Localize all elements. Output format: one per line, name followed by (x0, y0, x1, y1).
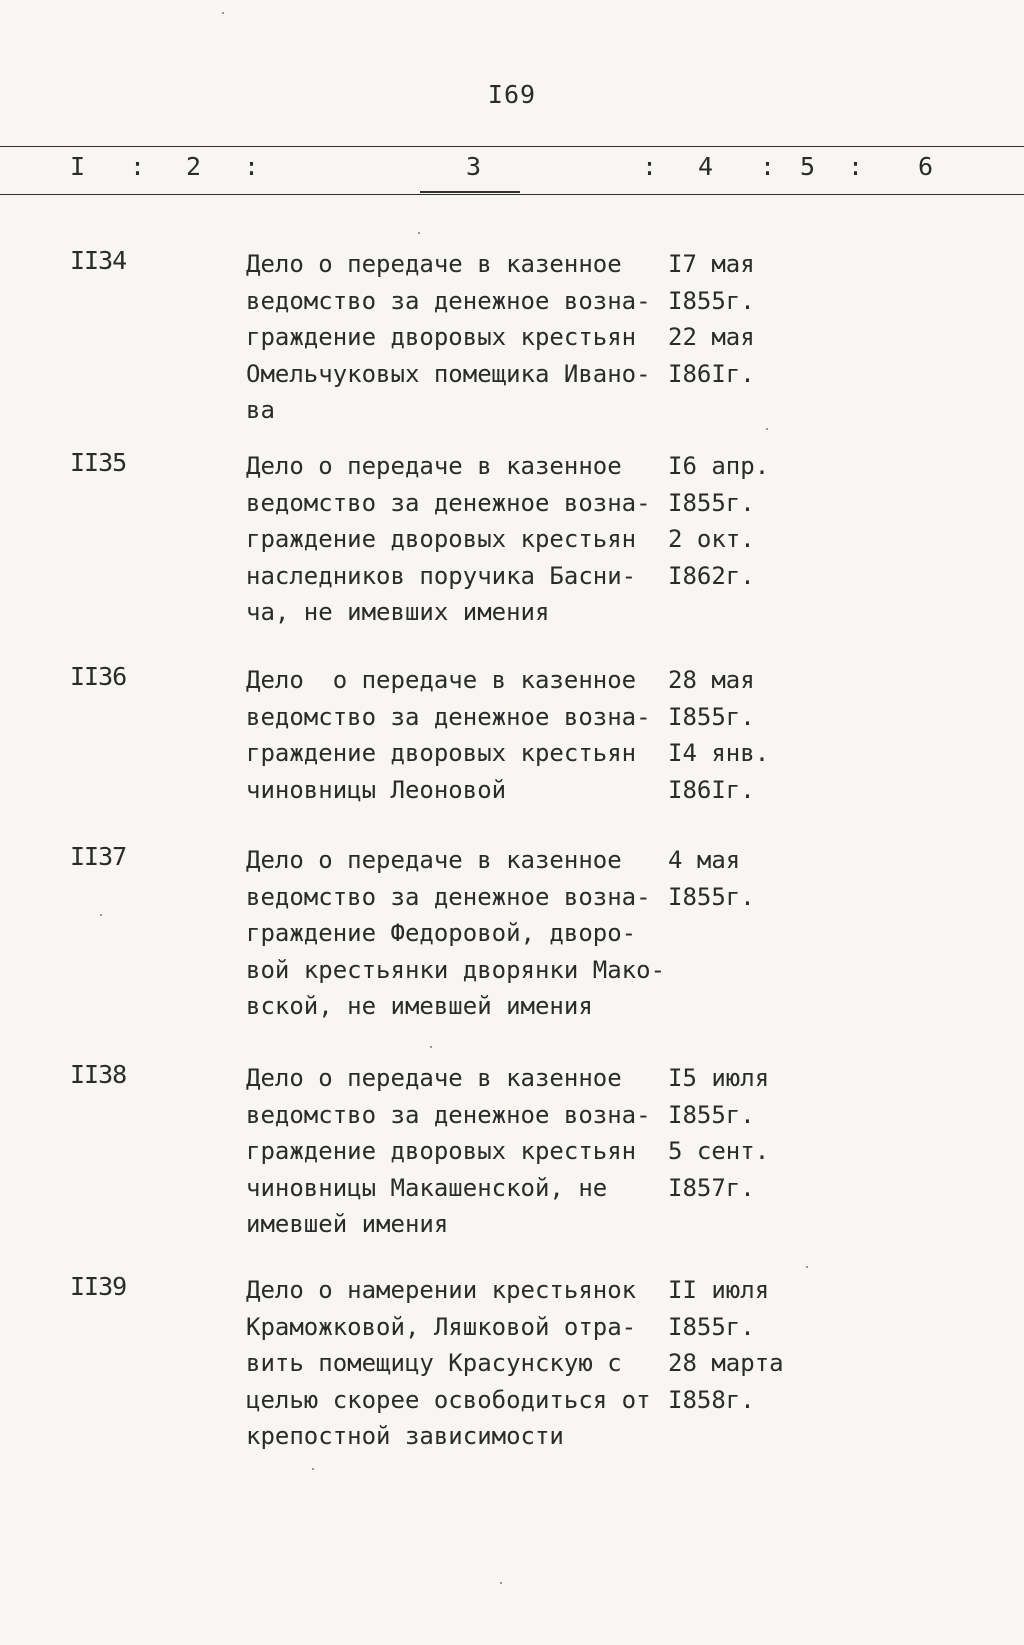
description-line: граждение дворовых крестьян (246, 525, 637, 553)
description-line: крепостной зависимости (246, 1422, 564, 1450)
header-underline-mark (420, 191, 520, 193)
column-header-3: 3 (466, 152, 482, 181)
description-line: целью скорее освободиться от (246, 1385, 651, 1414)
entry-number: II35 (70, 448, 127, 477)
paper-speck (312, 1468, 314, 1470)
paper-speck (766, 428, 768, 430)
date-day-month: 28 марта (668, 1349, 784, 1377)
paper-speck (500, 1582, 502, 1584)
date-year: I86Iг. (668, 359, 755, 388)
column-header-4: 4 (698, 152, 714, 181)
description-line: Дело о передаче в казенное (246, 452, 622, 480)
description-line: граждение Федоровой, дворо- (246, 919, 637, 947)
date-year: I855г. (668, 1100, 755, 1129)
column-separator: : (642, 152, 658, 181)
date-year: I855г. (668, 1312, 755, 1341)
description-line: Дело о намерении крестьянок (246, 1276, 637, 1304)
description-line: наследников поручика Басни- (246, 561, 637, 590)
column-separator: : (848, 152, 864, 181)
column-separator: : (760, 152, 776, 181)
date-day-month: 5 сент. (668, 1137, 770, 1165)
paper-speck (430, 1046, 432, 1048)
entry-description (246, 448, 666, 631)
description-line: ведомство за денежное возна- (246, 1100, 651, 1129)
description-line: ведомство за денежное возна- (246, 286, 651, 315)
date-year: I855г. (668, 702, 755, 731)
date-year: I857г. (668, 1173, 755, 1202)
description-line: ва (246, 396, 275, 424)
description-line: ведомство за денежное возна- (246, 488, 651, 517)
date-day-month: I6 апр. (668, 452, 770, 480)
description-line: вить помещицу Красунскую с (246, 1349, 622, 1377)
column-header-2: 2 (186, 152, 202, 181)
description-line: вской, не имевшей имения (246, 992, 593, 1020)
date-day-month: I4 янв. (668, 739, 770, 767)
date-day-month: 22 мая (668, 323, 755, 351)
date-day-month: 4 мая (668, 846, 741, 874)
description-line: вой крестьянки дворянки Мако- (246, 955, 666, 984)
column-header-1: I (70, 152, 86, 181)
entry-dates (668, 1272, 818, 1418)
date-day-month: II июля (668, 1276, 770, 1304)
description-line: имевшей имения (246, 1210, 449, 1238)
date-year: I862г. (668, 561, 755, 590)
paper-speck (418, 232, 420, 234)
entry-dates (668, 448, 818, 594)
date-day-month: 28 мая (668, 666, 755, 694)
description-line: граждение дворовых крестьян (246, 1137, 637, 1165)
paper-speck (806, 1266, 808, 1268)
entry-number: II39 (70, 1272, 127, 1301)
entry-description (246, 1060, 666, 1243)
description-line: ведомство за денежное возна- (246, 702, 651, 731)
description-line: ча, не имевших имения (246, 598, 550, 626)
description-line: чиновницы Макашенской, не (246, 1173, 608, 1202)
entry-description (246, 1272, 666, 1455)
entry-number: II36 (70, 662, 127, 691)
description-line: Дело о передаче в казенное (246, 250, 622, 278)
paper-speck (222, 12, 224, 14)
header-rule-bottom (0, 194, 1024, 195)
column-separator: : (130, 152, 146, 181)
date-day-month: I5 июля (668, 1064, 770, 1092)
date-year: I855г. (668, 488, 755, 517)
description-line: Дело о передаче в казенное (246, 846, 622, 874)
description-line: граждение дворовых крестьян (246, 323, 637, 351)
entry-description (246, 246, 666, 429)
entry-dates (668, 1060, 818, 1206)
date-year: I855г. (668, 882, 755, 911)
paper-speck (100, 914, 102, 916)
entry-dates (668, 842, 818, 915)
entry-number: II37 (70, 842, 127, 871)
date-year: I858г. (668, 1385, 755, 1414)
description-line: ведомство за денежное возна- (246, 882, 651, 911)
entry-description (246, 662, 666, 808)
column-header-6: 6 (918, 152, 934, 181)
date-day-month: I7 мая (668, 250, 755, 278)
description-line: Дело о передаче в казенное (246, 666, 637, 694)
description-line: чиновницы Леоновой (246, 775, 507, 804)
entry-dates (668, 246, 818, 392)
column-header-5: 5 (800, 152, 816, 181)
entry-number: II38 (70, 1060, 127, 1089)
entry-description (246, 842, 666, 1025)
description-line: Дело о передаче в казенное (246, 1064, 622, 1092)
date-year: I86Iг. (668, 775, 755, 804)
date-year: I855г. (668, 286, 755, 315)
column-separator: : (244, 152, 260, 181)
header-rule-top (0, 146, 1024, 147)
entry-dates (668, 662, 818, 808)
description-line: Краможковой, Ляшковой отра- (246, 1312, 637, 1341)
date-day-month: 2 окт. (668, 525, 755, 553)
entry-number: II34 (70, 246, 127, 275)
page-number: I69 (487, 80, 537, 109)
description-line: Омельчуковых помещика Ивано- (246, 359, 651, 388)
description-line: граждение дворовых крестьян (246, 739, 637, 767)
